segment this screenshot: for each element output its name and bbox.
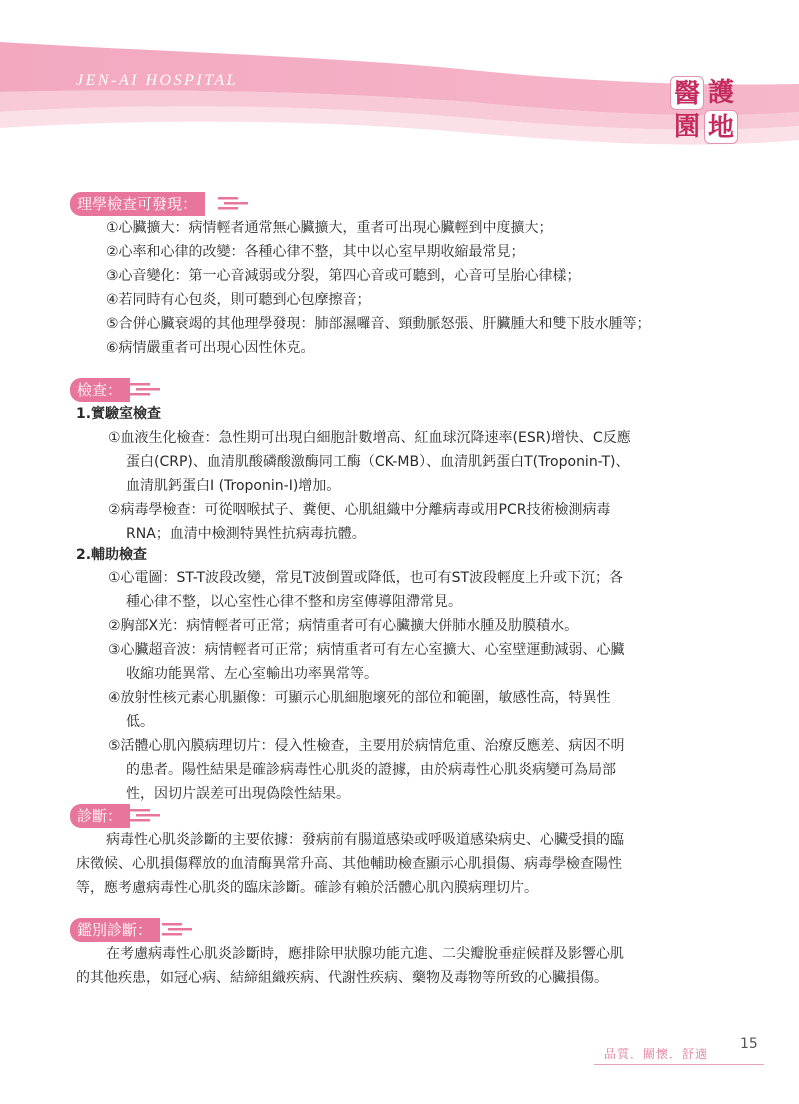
text-line: 蛋白(CRP)、血清肌酸磷酸激酶同工酶（CK-MB）、血清肌鈣蛋白T(Troponin-T)、 [126,454,630,470]
stripes-decoration [162,922,198,938]
logo-char: 地 [704,110,738,144]
sub-heading-lab: 1.實驗室檢查 [76,406,162,422]
stripes-decoration [218,196,254,212]
sub-heading-aux: 2.輔助檢查 [76,547,148,563]
footer-rule [594,1064,764,1065]
text-line: ④放射性核元素心肌顯像：可顯示心肌細胞壞死的部位和範圍，敏感性高，特異性 [108,690,611,706]
text-line: ⑤活體心肌內膜病理切片：侵入性檢查，主要用於病情危重、治療反應差、病因不明 [108,738,625,754]
header-banner [0,0,799,190]
logo-char: 醫 [670,76,704,110]
text-line: 的患者。陽性結果是確診病毒性心肌炎的證據，由於病毒性心肌炎病變可為局部 [126,762,616,778]
text-line: 在考慮病毒性心肌炎診斷時，應排除甲狀腺功能亢進、二尖瓣脫垂症候群及影響心肌 [106,946,624,962]
text-line: ①心臟擴大：病情輕者通常無心臟擴大，重者可出現心臟輕到中度擴大； [106,220,553,236]
text-line: 種心律不整，以心室性心律不整和房室傳導阻滯常見。 [126,594,462,610]
hospital-name: JEN-AI HOSPITAL [76,72,239,89]
stripes-decoration [130,808,166,824]
text-line: ②心率和心律的改變：各種心律不整，其中以心室早期收縮最常見； [106,244,525,260]
text-line: 病毒性心肌炎診斷的主要依據：發病前有腸道感染或呼吸道感染病史、心臟受損的臨 [106,832,624,848]
logo-char: 護 [707,78,734,108]
text-line: ①心電圖：ST-T波段改變，常見T波倒置或降低，也可有ST波段輕度上升或下沉；各 [108,570,624,586]
page-number: 15 [740,1036,758,1052]
text-line: ②胸部X光：病情輕者可正常；病情重者可有心臟擴大併肺水腫及肋膜積水。 [108,618,579,634]
text-line: RNA；血清中檢測特異性抗病毒抗體。 [126,526,366,542]
logo-char: 園 [673,112,700,142]
text-line: ⑥病情嚴重者可出現心因性休克。 [106,340,315,356]
stripes-decoration [130,382,166,398]
footer-slogan: 品質．關懷．舒適 [604,1047,709,1061]
text-line: ⑤合併心臟衰竭的其他理學發現：肺部濕囉音、頸動脈怒張、肝臟腫大和雙下肢水腫等； [106,316,651,332]
text-line: ①血液生化檢查：急性期可出現白細胞計數增高、紅血球沉降速率(ESR)增快、C反應 [108,430,631,446]
text-line: ④若同時有心包炎，則可聽到心包摩擦音； [106,292,371,308]
text-line: 血清肌鈣蛋白I (Troponin-I)增加。 [126,478,341,494]
text-line: 的其他疾患，如冠心病、結締組織疾病、代謝性疾病、藥物及毒物等所致的心臟損傷。 [76,970,608,986]
text-line: 床徵候、心肌損傷釋放的血清酶異常升高、其他輔助檢查顯示心肌損傷、病毒學檢查陽性 [76,856,622,872]
section-title: 診斷： [70,804,130,828]
text-line: ③心音變化：第一心音減弱或分裂，第四心音或可聽到，心音可呈胎心律樣； [106,268,581,284]
column-logo [668,74,740,146]
section-title: 檢查： [70,378,130,402]
text-line: 收縮功能異常、左心室輸出功率異常等。 [126,666,378,682]
text-line: 等，應考慮病毒性心肌炎的臨床診斷。確診有賴於活體心肌內膜病理切片。 [76,880,538,896]
section-title: 鑑別診斷： [70,918,160,942]
text-line: ③心臟超音波：病情輕者可正常；病情重者可有左心室擴大、心室壁運動減弱、心臟 [108,642,625,658]
section-title: 理學檢查可發現： [70,192,205,216]
text-line: ②病毒學檢查：可從咽喉拭子、糞便、心肌組織中分離病毒或用PCR技術檢測病毒 [108,502,611,518]
text-line: 性，因切片誤差可出現偽陰性結果。 [126,786,350,802]
text-line: 低。 [126,714,154,730]
